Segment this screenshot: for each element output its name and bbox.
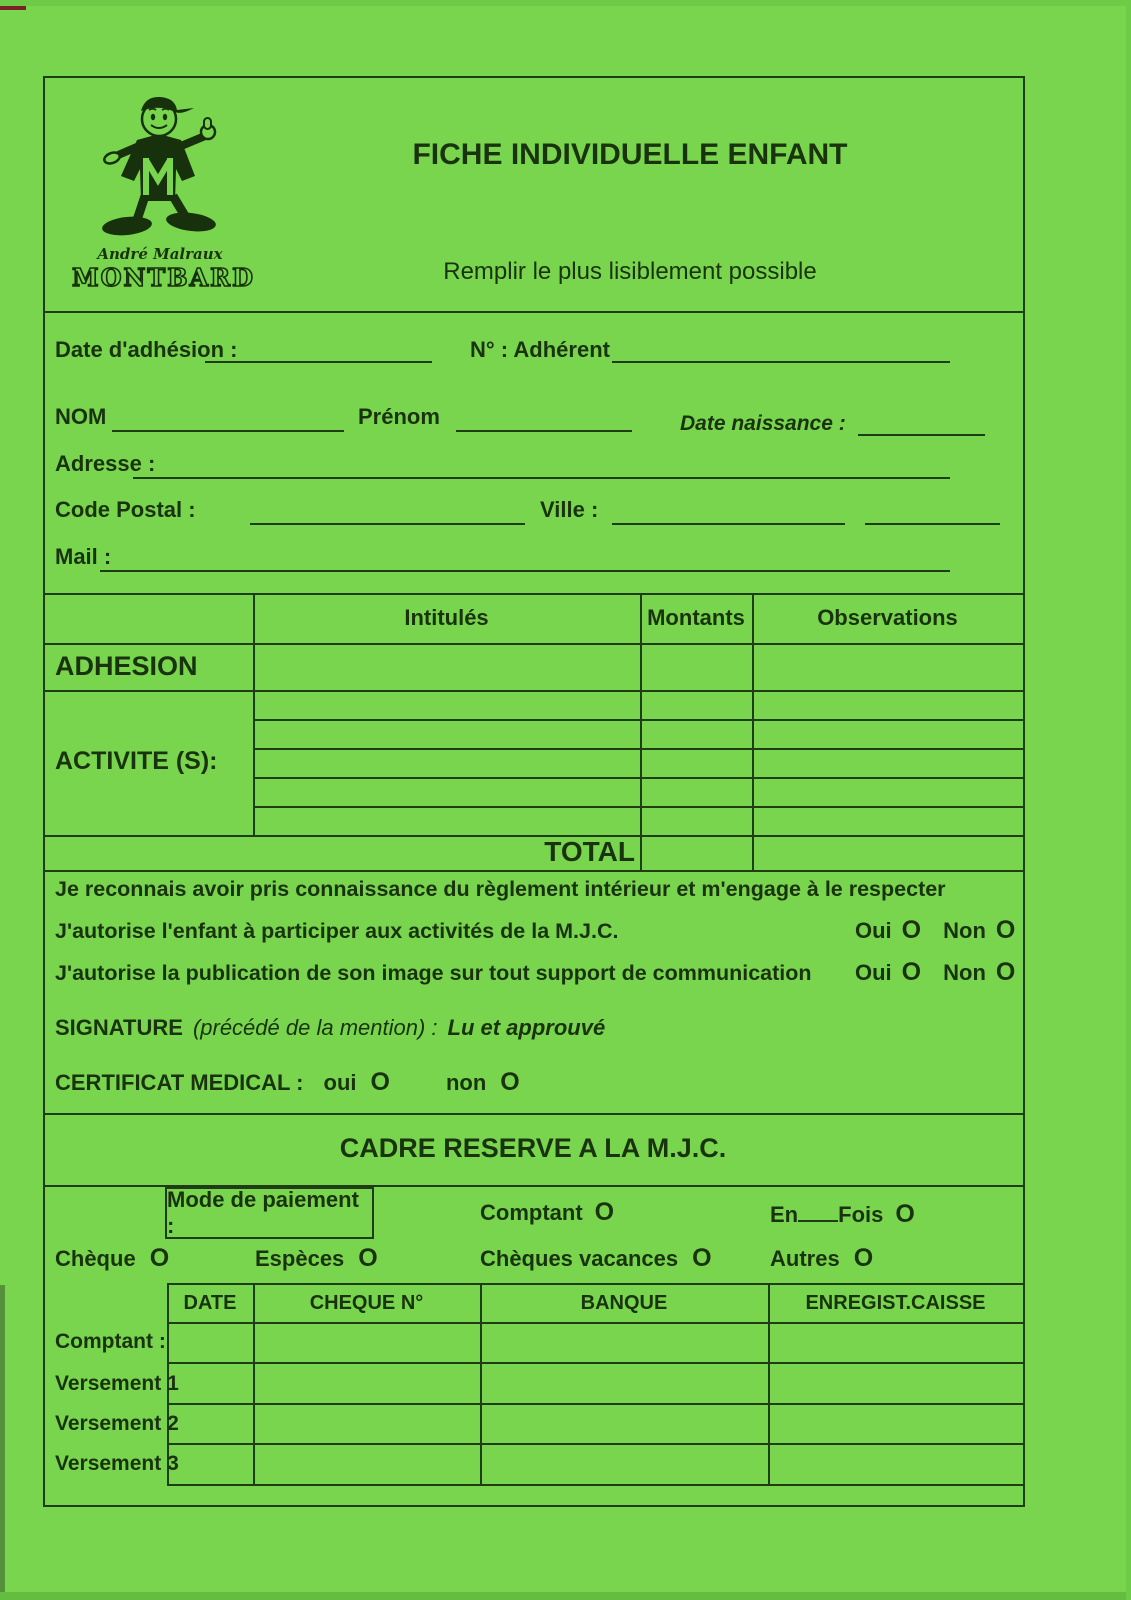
activite-intitule-cell[interactable] <box>255 808 638 833</box>
code-postal-label: Code Postal : <box>55 497 196 522</box>
pay-cell-cheque[interactable] <box>255 1405 478 1441</box>
activite-intitule-cell[interactable] <box>255 779 638 804</box>
table-top-line <box>43 593 1023 595</box>
form-title: FICHE INDIVIDUELLE ENFANT <box>412 138 848 171</box>
cheque-label: Chèque <box>55 1246 136 1271</box>
fois-label: Fois <box>838 1202 884 1227</box>
pay-row-versement2: Versement 2 <box>55 1412 179 1435</box>
form-subtitle: Remplir le plus lisiblement possible <box>443 258 817 285</box>
fois-count-field[interactable] <box>798 1200 838 1222</box>
oui-label: Oui <box>855 960 892 985</box>
certificat-non-circle[interactable]: O <box>500 1068 520 1096</box>
prenom-label: Prénom <box>358 404 440 429</box>
pay-cell-date[interactable] <box>169 1364 251 1401</box>
non-circle-image[interactable]: O <box>995 958 1016 986</box>
activite-intitule-cell[interactable] <box>255 750 638 775</box>
signature-mention: Lu et approuvé <box>447 1015 606 1040</box>
fois-circle[interactable]: O <box>895 1200 915 1228</box>
total-observation-cell[interactable] <box>754 837 1021 868</box>
pay-cell-caisse[interactable] <box>770 1405 1021 1441</box>
scan-top-edge <box>0 0 1131 6</box>
cheque-circle[interactable]: O <box>149 1244 170 1272</box>
participation-choice <box>855 918 1015 943</box>
naissance-field[interactable] <box>858 434 985 436</box>
table-bottom-line <box>43 870 1023 872</box>
certificat-non-label: non <box>445 1070 487 1095</box>
non-label: Non <box>943 960 986 985</box>
non-circle-participation[interactable]: O <box>995 916 1016 944</box>
ville-extra-field[interactable] <box>865 523 1000 525</box>
certificat-oui-circle[interactable]: O <box>370 1068 390 1096</box>
adhesion-row-label: ADHESION <box>55 651 198 681</box>
pay-cell-cheque[interactable] <box>255 1324 478 1360</box>
prenom-field[interactable] <box>456 430 632 432</box>
image-choice <box>855 960 1015 985</box>
member-no-field[interactable] <box>612 361 950 363</box>
cheques-vacances-label: Chèques vacances <box>480 1246 679 1271</box>
rules-statement: Je reconnais avoir pris connaissance du règlement intérieur et m'engage à le respecter <box>55 877 946 901</box>
pay-cell-cheque[interactable] <box>255 1364 478 1401</box>
total-montant-cell[interactable] <box>642 837 750 868</box>
pay-col-cheque-no: CHEQUE N° <box>309 1292 424 1314</box>
autres-label: Autres <box>770 1246 840 1271</box>
pay-cell-banque[interactable] <box>482 1364 766 1401</box>
adresse-field[interactable] <box>133 477 950 479</box>
col-intitules: Intitulés <box>404 605 489 630</box>
signature-line <box>55 1015 605 1041</box>
pay-col-enregist-caisse: ENREGIST.CAISSE <box>805 1292 986 1314</box>
image-statement: J'autorise la publication de son image sur tout support de communication <box>55 961 812 985</box>
mail-label: Mail : <box>55 544 112 569</box>
pay-col-banque: BANQUE <box>580 1292 668 1314</box>
certificat-line <box>55 1070 520 1095</box>
member-no-label: N° : Adhérent <box>470 337 610 362</box>
pay-row-versement3: Versement 3 <box>55 1452 179 1475</box>
pay-cell-caisse[interactable] <box>770 1324 1021 1360</box>
payment-mode-label: Mode de paiement : <box>167 1187 359 1238</box>
pay-cell-date[interactable] <box>169 1405 251 1441</box>
especes-circle[interactable]: O <box>358 1244 378 1272</box>
mjc-mascot-icon <box>85 96 235 244</box>
pay-row-comptant: Comptant : <box>55 1330 166 1353</box>
oui-circle-image[interactable]: O <box>901 958 922 986</box>
adresse-label: Adresse : <box>55 451 156 476</box>
adhesion-montant-cell[interactable] <box>642 645 750 688</box>
activite-montant-cell[interactable] <box>642 779 750 804</box>
col-observations: Observations <box>817 605 958 630</box>
participation-statement: J'autorise l'enfant à participer aux activités de la M.J.C. <box>55 919 619 943</box>
cheque-option <box>55 1246 169 1271</box>
pay-cell-date[interactable] <box>169 1324 251 1360</box>
header-divider <box>43 311 1023 313</box>
pay-cell-date[interactable] <box>169 1445 251 1482</box>
pay-cell-caisse[interactable] <box>770 1364 1021 1401</box>
non-label: Non <box>943 918 986 943</box>
pay-col-date: DATE <box>183 1292 237 1314</box>
ville-field[interactable] <box>612 523 845 525</box>
logo-association-name: André Malraux <box>97 245 223 263</box>
pay-table-line <box>167 1283 1023 1285</box>
cheques-vacances-circle[interactable]: O <box>692 1244 712 1272</box>
cheques-vacances-option <box>480 1246 712 1271</box>
activite-intitule-cell[interactable] <box>255 721 638 746</box>
nom-field[interactable] <box>112 430 344 432</box>
comptant-label: Comptant <box>480 1200 583 1225</box>
activite-observation-cell[interactable] <box>754 721 1021 746</box>
autres-option <box>770 1246 873 1271</box>
adhesion-intitule-cell[interactable] <box>255 645 638 688</box>
activite-montant-cell[interactable] <box>642 750 750 775</box>
activite-observation-cell[interactable] <box>754 692 1021 717</box>
adhesion-observation-cell[interactable] <box>754 645 1021 688</box>
activite-montant-cell[interactable] <box>642 721 750 746</box>
scan-left-edge <box>0 1285 5 1600</box>
especes-option <box>255 1246 378 1271</box>
autres-circle[interactable]: O <box>853 1244 874 1272</box>
mjc-logo <box>72 96 255 292</box>
pay-cell-banque[interactable] <box>482 1445 766 1482</box>
oui-label: Oui <box>855 918 892 943</box>
adhesion-date-label: Date d'adhésion : <box>55 337 238 362</box>
signature-label: SIGNATURE <box>55 1015 183 1040</box>
naissance-label: Date naissance : <box>680 412 846 435</box>
activite-observation-cell[interactable] <box>754 808 1021 833</box>
pay-row-versement1: Versement 1 <box>55 1372 179 1395</box>
oui-circle-participation[interactable]: O <box>901 916 922 944</box>
total-label: TOTAL <box>544 836 635 867</box>
pay-table-line <box>167 1484 1023 1486</box>
certificat-oui-label: oui <box>323 1070 357 1095</box>
scan-bottom-edge <box>0 1592 1131 1600</box>
col-montants: Montants <box>647 605 745 630</box>
activite-intitule-cell[interactable] <box>255 692 638 717</box>
ville-label: Ville : <box>540 497 599 522</box>
activite-montant-cell[interactable] <box>642 808 750 833</box>
comptant-option <box>480 1200 614 1225</box>
adhesion-date-field[interactable] <box>205 361 432 363</box>
pay-cell-caisse[interactable] <box>770 1445 1021 1482</box>
en-label: En <box>770 1202 799 1227</box>
signature-note: (précédé de la mention) : <box>192 1015 438 1040</box>
activite-observation-cell[interactable] <box>754 779 1021 804</box>
comptant-circle[interactable]: O <box>594 1198 615 1226</box>
activite-observation-cell[interactable] <box>754 750 1021 775</box>
code-postal-field[interactable] <box>250 523 525 525</box>
pay-cell-cheque[interactable] <box>255 1445 478 1482</box>
mail-field[interactable] <box>100 570 950 572</box>
section-divider <box>43 1113 1023 1115</box>
reserved-title: CADRE RESERVE A LA M.J.C. <box>339 1133 727 1163</box>
pay-cell-banque[interactable] <box>482 1324 766 1360</box>
logo-city-name: MONTBARD <box>72 263 255 292</box>
especes-label: Espèces <box>255 1246 345 1271</box>
activites-row-label: ACTIVITE (S): <box>55 747 218 775</box>
pay-cell-banque[interactable] <box>482 1405 766 1441</box>
nom-label: NOM <box>55 404 107 429</box>
certificat-label: CERTIFICAT MEDICAL : <box>55 1070 304 1095</box>
activite-montant-cell[interactable] <box>642 692 750 717</box>
payment-mode-box <box>165 1187 374 1239</box>
scan-right-edge <box>1126 0 1131 1600</box>
en-fois-option <box>770 1200 915 1227</box>
